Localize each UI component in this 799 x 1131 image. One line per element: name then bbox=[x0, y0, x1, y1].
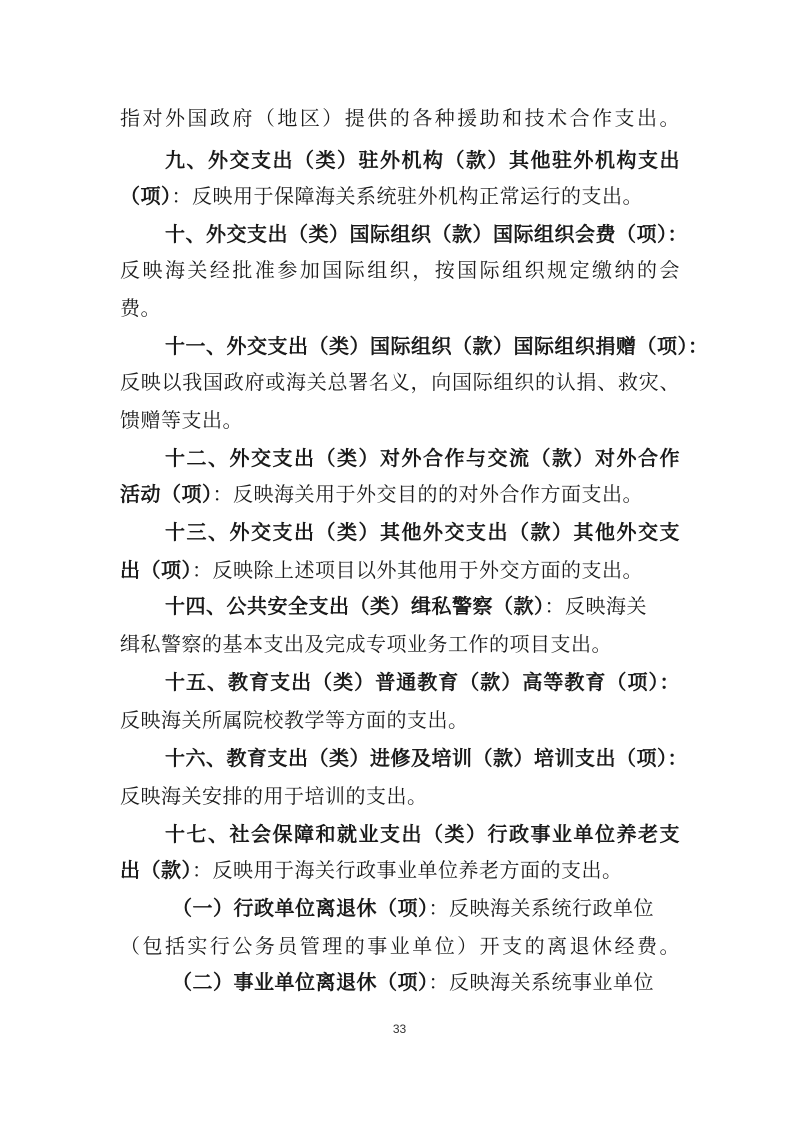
line-text: ：反映用于海关行政事业单位养老方面的支出。 bbox=[192, 858, 623, 882]
line-text: 馈赠等支出。 bbox=[120, 408, 243, 432]
paragraph-line bbox=[165, 220, 688, 248]
paragraph-line bbox=[165, 668, 680, 696]
section-heading: 十四、公共安全支出（类）缉私警察（款） bbox=[165, 594, 545, 618]
line-text: ：反映海关系统事业单位 bbox=[428, 970, 654, 994]
paragraph-line bbox=[120, 406, 680, 434]
paragraph-line bbox=[172, 968, 680, 996]
section-heading: 十一、外交支出（类）国际组织（款）国际组织捐赠（项）： bbox=[165, 334, 709, 358]
paragraph-line bbox=[120, 368, 680, 396]
paragraph-line bbox=[165, 820, 680, 848]
line-text: ：反映用于保障海关系统驻外机构正常运行的支出。 bbox=[171, 184, 643, 208]
subsection-heading: （二）事业单位离退休（项） bbox=[172, 970, 429, 994]
paragraph-line bbox=[120, 630, 680, 658]
paragraph-line bbox=[165, 146, 680, 174]
paragraph-line bbox=[120, 556, 680, 584]
section-heading: 出（款） bbox=[120, 858, 192, 882]
paragraph-line bbox=[120, 104, 680, 132]
paragraph-line bbox=[120, 256, 680, 284]
line-text: ：反映海关系统行政单位 bbox=[428, 896, 654, 920]
line-text: （包括实行公务员管理的事业单位）开支的离退休经费。 bbox=[120, 934, 680, 958]
section-heading: 活动（项） bbox=[120, 482, 213, 506]
paragraph-line bbox=[172, 894, 680, 922]
section-heading: 十二、外交支出（类）对外合作与交流（款）对外合作 bbox=[165, 446, 680, 470]
section-heading: 十三、外交支出（类）其他外交支出（款）其他外交支 bbox=[165, 520, 680, 544]
line-text: 反映海关所属院校教学等方面的支出。 bbox=[120, 708, 469, 732]
paragraph-line bbox=[165, 332, 709, 360]
section-heading: 十六、教育支出（类）进修及培训（款）培训支出（项）： bbox=[165, 746, 688, 770]
paragraph-line bbox=[120, 932, 680, 960]
paragraph-line bbox=[165, 744, 688, 772]
line-text: 缉私警察的基本支出及完成专项业务工作的项目支出。 bbox=[120, 632, 612, 656]
section-heading: 十七、社会保障和就业支出（类）行政事业单位养老支 bbox=[165, 822, 680, 846]
page-number: 33 bbox=[392, 1022, 407, 1036]
line-text: ：反映除上述项目以外其他用于外交方面的支出。 bbox=[192, 558, 643, 582]
paragraph-line bbox=[120, 706, 680, 734]
line-text: 反映以我国政府或海关总署名义，向国际组织的认捐、救灾、 bbox=[120, 370, 680, 394]
paragraph-line bbox=[120, 294, 680, 322]
line-text: ：反映海关 bbox=[544, 594, 647, 618]
line-text: ：反映海关用于外交目的的对外合作方面支出。 bbox=[212, 482, 643, 506]
section-heading: （项） bbox=[120, 184, 172, 208]
line-text: 反映海关经批准参加国际组织，按国际组织规定缴纳的会 bbox=[120, 258, 680, 282]
line-text: 费。 bbox=[120, 296, 161, 320]
section-heading: 九、外交支出（类）驻外机构（款）其他驻外机构支出 bbox=[165, 148, 680, 172]
paragraph-line bbox=[165, 592, 680, 620]
section-heading: 十、外交支出（类）国际组织（款）国际组织会费（项）： bbox=[165, 222, 688, 246]
paragraph-line bbox=[120, 856, 680, 884]
subsection-heading: （一）行政单位离退休（项） bbox=[172, 896, 429, 920]
paragraph-line bbox=[120, 182, 680, 210]
paragraph-line bbox=[165, 518, 680, 546]
paragraph-line bbox=[165, 444, 680, 472]
paragraph-line bbox=[120, 480, 680, 508]
line-text: 反映海关安排的用于培训的支出。 bbox=[120, 784, 428, 808]
section-heading: 十五、教育支出（类）普通教育（款）高等教育（项）： bbox=[165, 670, 680, 694]
section-heading: 出（项） bbox=[120, 558, 192, 582]
paragraph-line bbox=[120, 782, 680, 810]
line-text: 指对外国政府（地区）提供的各种援助和技术合作支出。 bbox=[120, 106, 680, 130]
